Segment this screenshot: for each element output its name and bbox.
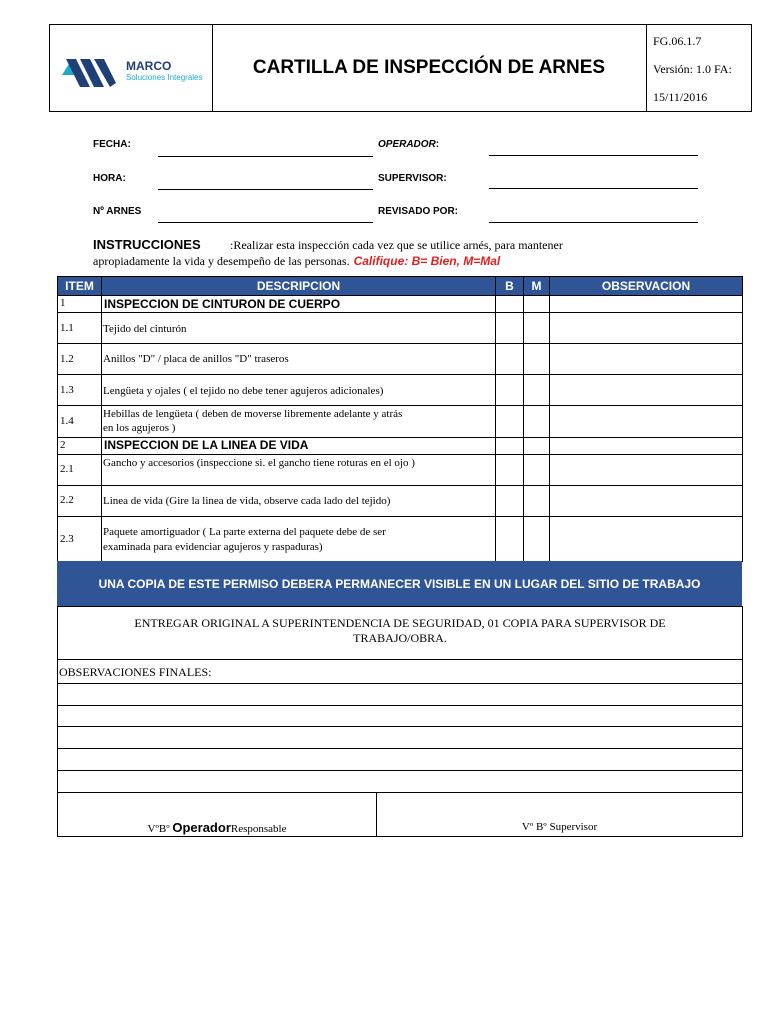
brand-name: MARCO <box>126 59 172 73</box>
item-number: 1.2 <box>60 353 74 365</box>
item-description-line2: examinada para evidenciar agujeros y raspaduras) <box>103 541 323 553</box>
fecha-field[interactable] <box>158 156 373 157</box>
item-number: 2 <box>60 439 66 451</box>
item-number: 1.4 <box>60 415 74 427</box>
visibility-banner: UNA COPIA DE ESTE PERMISO DEBERA PERMANECER VISIBLE EN UN LUGAR DEL SITIO DE TRABAJO <box>57 561 742 607</box>
item-description: Lengüeta y ojales ( el tejido no debe tener agujeros adicionales) <box>103 385 384 397</box>
document-title: CARTILLA DE INSPECCIÓN DE ARNES <box>252 57 606 78</box>
item-number: 1 <box>60 297 66 309</box>
col-observacion-header: OBSERVACION <box>550 277 742 295</box>
observation-line[interactable] <box>58 726 742 727</box>
supervisor-label: SUPERVISOR: <box>378 173 447 184</box>
operador-label <box>378 139 439 150</box>
observation-line[interactable] <box>58 770 742 771</box>
item-description: Linea de vida (Gire la linea de vida, observe cada lado del tejido) <box>103 495 391 507</box>
marco-logo-icon <box>60 49 116 89</box>
document-header <box>49 24 752 112</box>
operador-signature[interactable] <box>58 819 376 837</box>
instructions-line2 <box>93 252 500 270</box>
inspection-table <box>57 276 743 562</box>
item-number: 2.2 <box>60 494 74 506</box>
logo-cell <box>50 25 213 111</box>
item-description-line1: Paquete amortiguador ( La parte externa del paquete debe de ser <box>103 526 386 538</box>
footer-table <box>57 606 743 837</box>
col-descripcion-header: DESCRIPCION <box>102 277 495 295</box>
operador-label-text: OPERADOR <box>378 139 436 150</box>
brand-tagline: Soluciones Integrales <box>126 73 203 82</box>
rating-legend: Califique: B= Bien, M=Mal <box>353 254 501 268</box>
item-number: 1.1 <box>60 322 74 334</box>
observation-line[interactable] <box>58 705 742 706</box>
delivery-instructions <box>58 616 742 646</box>
supervisor-signature[interactable]: Vº Bº Supervisor <box>521 821 598 833</box>
observation-line[interactable] <box>58 748 742 749</box>
section-title: INSPECCION DE LA LINEA DE VIDA <box>104 438 309 452</box>
instructions-label: INSTRUCCIONES <box>93 237 201 252</box>
delivery-line2: TRABAJO/OBRA. <box>353 631 447 645</box>
operador-field[interactable] <box>489 155 698 156</box>
document-version: Versión: 1.0 FA: <box>653 62 732 76</box>
n-arnes-field[interactable] <box>158 222 373 223</box>
sig-left-prefix: VºBº <box>147 823 173 835</box>
item-number: 2.1 <box>60 463 74 475</box>
col-b-header: B <box>496 277 523 295</box>
section-title: INSPECCION DE CINTURON DE CUERPO <box>104 297 341 311</box>
document-date: 15/11/2016 <box>653 90 708 104</box>
item-number: 1.3 <box>60 384 74 396</box>
item-description-line2: en los agujeros ) <box>103 422 176 434</box>
sig-left-suffix: Responsable <box>230 823 287 835</box>
operador-label-colon: : <box>435 139 440 150</box>
supervisor-field[interactable] <box>489 188 698 189</box>
observaciones-label: OBSERVACIONES FINALES: <box>59 665 212 679</box>
item-description: Anillos "D" / placa de anillos "D" traseros <box>103 353 289 365</box>
instructions-text-line1: :Realizar esta inspección cada vez que se utilice arnés, para mantener <box>230 238 563 252</box>
delivery-line1: ENTREGAR ORIGINAL A SUPERINTENDENCIA DE SEGURIDAD, 01 COPIA PARA SUPERVISOR DE <box>134 616 666 630</box>
item-number: 2.3 <box>60 533 74 545</box>
hora-label: HORA: <box>93 173 126 184</box>
fecha-label: FECHA: <box>93 139 131 150</box>
item-description: Gancho y accesorios (inspeccione si. el gancho tiene roturas en el ojo ) <box>103 457 415 469</box>
document-code: FG.06.1.7 <box>653 34 702 48</box>
hora-field[interactable] <box>158 189 373 190</box>
n-arnes-label: Nº ARNES <box>93 206 142 217</box>
col-m-header: M <box>524 277 549 295</box>
instructions-text-line2: apropiadamente la vida y desempeño de las personas. <box>93 254 350 268</box>
item-description-line1: Hebillas de lengüeta ( deben de moverse libremente adelante y atrás <box>103 408 403 420</box>
col-item-header: ITEM <box>58 277 101 295</box>
document-code-cell <box>646 25 752 111</box>
sig-left-bold: Operador <box>172 820 231 835</box>
item-description: Tejido del cinturón <box>103 323 187 335</box>
revisado-label: REVISADO POR: <box>378 206 459 217</box>
revisado-field[interactable] <box>489 222 698 223</box>
